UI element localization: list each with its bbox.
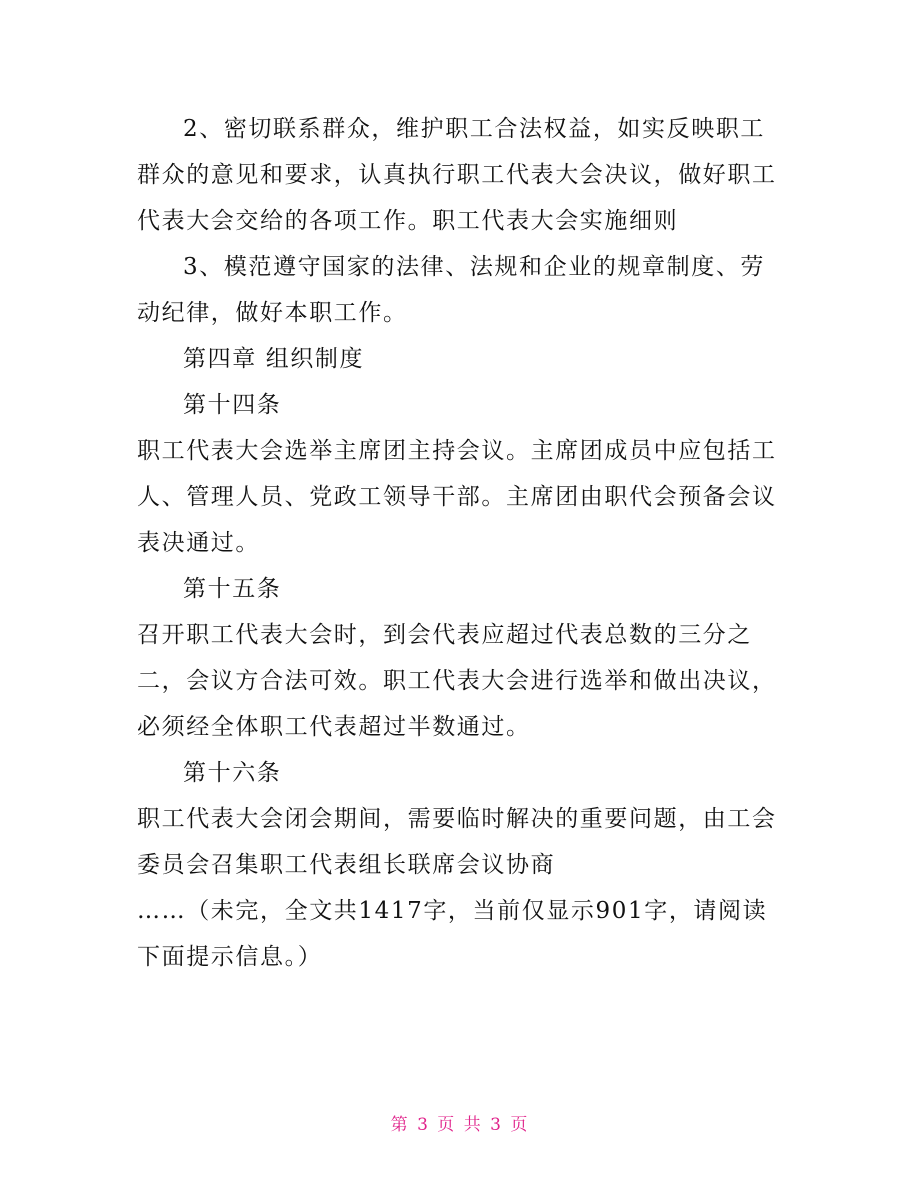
paragraph-member-duty-3: 3、模范遵守国家的法律、法规和企业的规章制度、劳动纪律，做好本职工作。 <box>137 254 766 326</box>
page-indicator: 第 3 页 共 3 页 <box>390 1115 530 1135</box>
truncation-notice: ……（未完，全文共1417字，当前仅显示901字，请阅读下面提示信息。） <box>137 898 768 970</box>
article-body-16: 职工代表大会闭会期间，需要临时解决的重要问题，由工会委员会召集职工代表组长联席会议协商 <box>137 806 777 878</box>
article-body-14: 职工代表大会选举主席团主持会议。主席团成员中应包括工人、管理人员、党政工领导干部。主席团由职代会预备会议表决通过。 <box>137 438 777 556</box>
article-heading-14: 第十四条 <box>183 392 282 418</box>
article-heading-16: 第十六条 <box>183 760 282 786</box>
article-heading-15: 第十五条 <box>183 576 282 602</box>
chapter-heading: 第四章 组织制度 <box>183 346 365 372</box>
article-body-15: 召开职工代表大会时，到会代表应超过代表总数的三分之二，会议方合法可效。职工代表大会进行选举和做出决议，必须经全体职工代表超过半数通过。 <box>137 622 777 740</box>
paragraph-member-duty-2: 2、密切联系群众，维护职工合法权益，如实反映职工群众的意见和要求，认真执行职工代表大会决议，做好职工代表大会交给的各项工作。职工代表大会实施细则 <box>137 116 777 234</box>
